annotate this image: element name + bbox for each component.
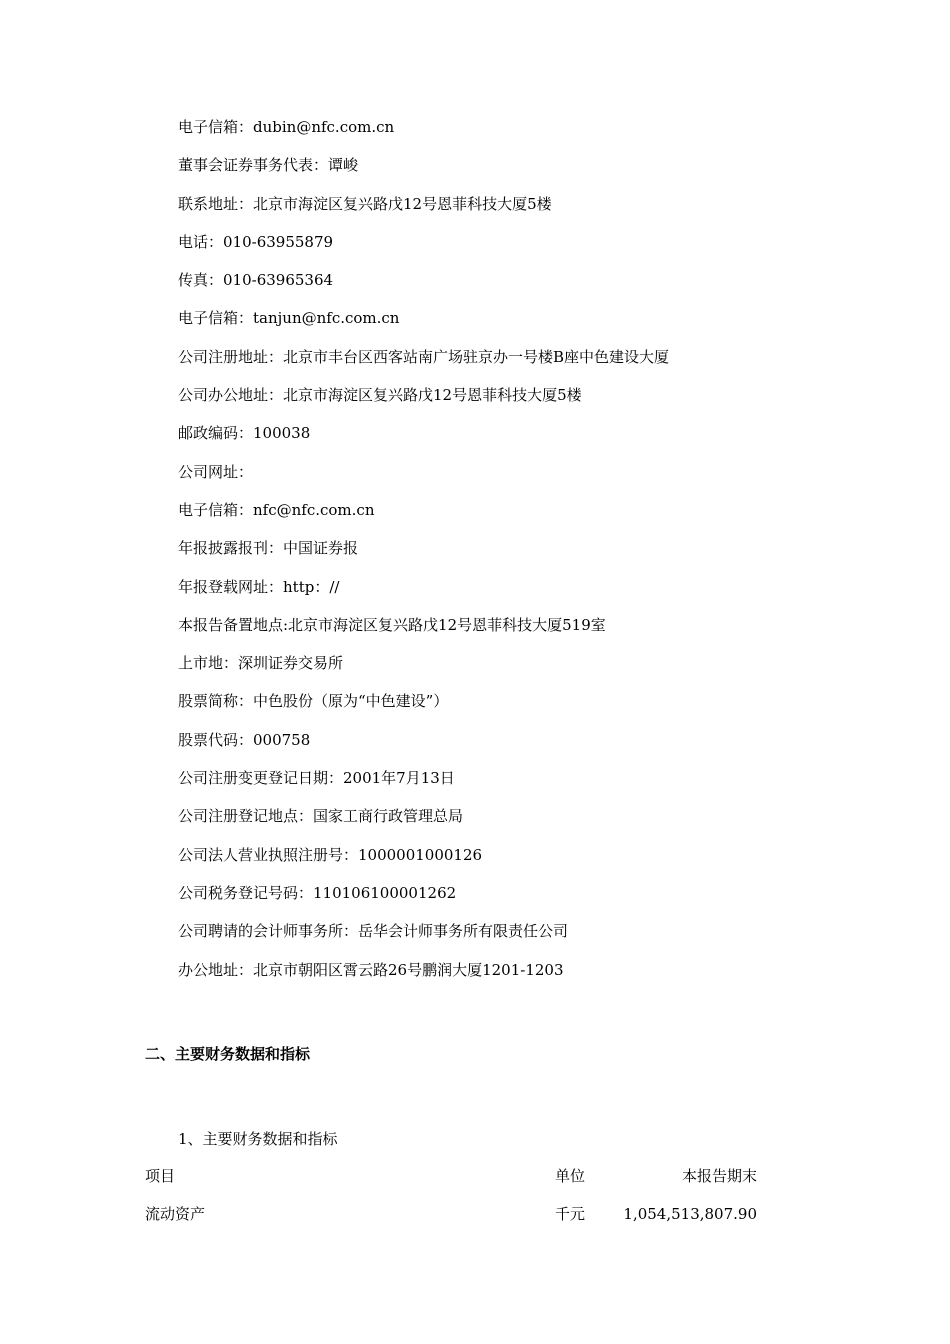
info-business-license: 公司法人营业执照注册号：1000001000126 xyxy=(178,845,483,864)
info-registration-change-date: 公司注册变更登记日期：2001年7月13日 xyxy=(178,769,455,788)
info-firm-address: 办公地址：北京市朝阳区霄云路26号鹏润大厦1201-1203 xyxy=(178,960,564,979)
info-stock-name: 股票简称：中色股份（原为“中色建设”） xyxy=(178,692,449,711)
row-item: 流动资产 xyxy=(145,1205,206,1223)
info-registered-address: 公司注册地址：北京市丰台区西客站南广场驻京办一号楼B座中色建设大厦 xyxy=(178,347,670,366)
header-item: 项目 xyxy=(145,1167,176,1185)
header-value: 本报告期末 xyxy=(681,1167,757,1185)
info-securities-representative: 董事会证券事务代表：谭峻 xyxy=(178,156,359,175)
table-header-row xyxy=(145,1163,757,1201)
info-office-address: 公司办公地址：北京市海淀区复兴路戊12号恩菲科技大厦5楼 xyxy=(178,386,582,405)
header-unit: 单位 xyxy=(555,1167,586,1185)
info-registration-authority: 公司注册登记地点：国家工商行政管理总局 xyxy=(178,807,464,826)
info-contact-address: 联系地址：北京市海淀区复兴路戊12号恩菲科技大厦5楼 xyxy=(178,194,552,213)
info-postal-code: 邮政编码：100038 xyxy=(178,424,311,443)
info-disclosure-newspaper: 年报披露报刊：中国证券报 xyxy=(178,539,359,558)
info-phone: 电话：010-63955879 xyxy=(178,232,334,251)
info-stock-code: 股票代码：000758 xyxy=(178,730,311,749)
info-email-3: 电子信箱：nfc@nfc.com.cn xyxy=(178,500,375,519)
info-email-1: 电子信箱：dubin@nfc.com.cn xyxy=(178,118,395,136)
table-row xyxy=(145,1201,757,1239)
info-tax-registration: 公司税务登记号码：110106100001262 xyxy=(178,883,457,902)
info-email-2: 电子信箱：tanjun@nfc.com.cn xyxy=(178,309,400,328)
info-fax: 传真：010-63965364 xyxy=(178,271,334,290)
row-value: 1,054,513,807.90 xyxy=(623,1205,757,1223)
info-website: 公司网址： xyxy=(178,462,254,481)
financial-table xyxy=(145,1163,757,1239)
info-accounting-firm: 公司聘请的会计师事务所：岳华会计师事务所有限责任公司 xyxy=(178,922,569,941)
subsection-heading: 1、主要财务数据和指标 xyxy=(178,1130,338,1148)
section-heading: 二、主要财务数据和指标 xyxy=(145,1045,311,1063)
info-report-location: 本报告备置地点:北京市海淀区复兴路戊12号恩菲科技大厦519室 xyxy=(178,615,606,634)
company-info-list xyxy=(178,114,878,995)
info-report-url: 年报登载网址：http：// xyxy=(178,577,340,596)
row-unit: 千元 xyxy=(555,1205,586,1223)
info-listing-exchange: 上市地：深圳证券交易所 xyxy=(178,654,344,673)
